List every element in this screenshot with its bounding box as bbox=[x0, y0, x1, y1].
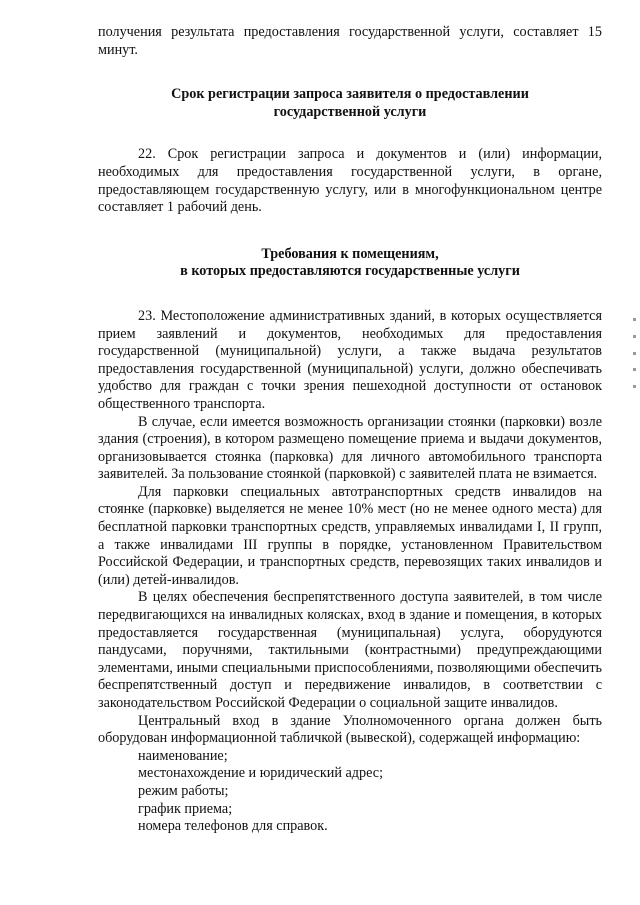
section-heading-registration bbox=[98, 86, 602, 121]
document-page bbox=[98, 24, 602, 836]
scan-dot bbox=[633, 368, 636, 371]
scan-edge-mark bbox=[633, 318, 637, 388]
scan-dot bbox=[633, 318, 636, 321]
scan-dot bbox=[633, 335, 636, 338]
list-item: номера телефонов для справок. bbox=[138, 818, 328, 835]
heading-line: Срок регистрации запроса заявителя о предоставлении bbox=[171, 86, 529, 103]
scan-dot bbox=[633, 385, 636, 388]
heading-line: государственной услуги bbox=[273, 103, 427, 120]
paragraph-access: В целях обеспечения беспрепятственного доступа заявителей, в том числе передвигающихся на инвалидных колясках, вход в здание и помещения, в которых предоставляется государственная (муниципальная) услуга, оборудуются пандусами, поручнями, тактильными (контрастными) предупреждающими элементами, иными специальными приспособлениями, позволяющими обеспечить беспрепятственный доступ и передвижение инвалидов, в соответствии с законодательством Российской Федерации о социальной защите инвалидов. bbox=[98, 589, 602, 711]
paragraph-disabled-parking: Для парковки специальных автотранспортных средств инвалидов на стоянке (парковке) выделяется не менее 10% мест (но не менее одного места) для бесплатной парковки транспортных средств, управляемых инвалидами I, II групп, а также инвалидами III группы в порядке, установленном Правительством Российской Федерации, и транспортных средств, перевозящих таких инвалидов и (или) детей-инвалидов. bbox=[98, 483, 602, 588]
paragraph-23: 23. Местоположение административных зданий, в которых осуществляется прием заявлений и документов, необходимых для предоставления государственной (муниципальной) услуги, а также выдача результатов предоставления государственной (муниципальной) услуги, должно обеспечивать удобство для граждан с точки зрения пешеходной доступности от остановок общественного транспорта. bbox=[98, 307, 602, 412]
paragraph-22: 22. Срок регистрации запроса и документов и (или) информации, необходимых для предоставления государственной услуги, в органе, предоставляющем государственную услугу, или в многофункциональном центре составляет 1 рабочий день. bbox=[98, 146, 602, 216]
paragraph-parking: В случае, если имеется возможность организации стоянки (парковки) возле здания (строения), в котором размещено помещение приема и выдачи документов, организовывается стоянка (парковка) для личного автомобильного транспорта заявителей. За пользование стоянкой (парковкой) с заявителей плата не взимается. bbox=[98, 413, 602, 483]
entrance-info-list bbox=[98, 748, 602, 836]
heading-line: в которых предоставляются государственные услуги bbox=[180, 263, 520, 280]
heading-line: Требования к помещениям, bbox=[261, 245, 439, 262]
section-heading-premises bbox=[98, 246, 602, 281]
list-item: наименование; bbox=[138, 747, 228, 764]
list-item: режим работы; bbox=[138, 782, 229, 799]
list-item: местонахождение и юридический адрес; bbox=[138, 765, 384, 782]
paragraph-entrance: Центральный вход в здание Уполномоченного органа должен быть оборудован информационной табличкой (вывеской), содержащей информацию: bbox=[98, 712, 602, 747]
list-item: график приема; bbox=[138, 800, 233, 817]
intro-paragraph: получения результата предоставления государственной услуги, составляет 15 минут. bbox=[98, 24, 602, 58]
scan-dot bbox=[633, 352, 636, 355]
